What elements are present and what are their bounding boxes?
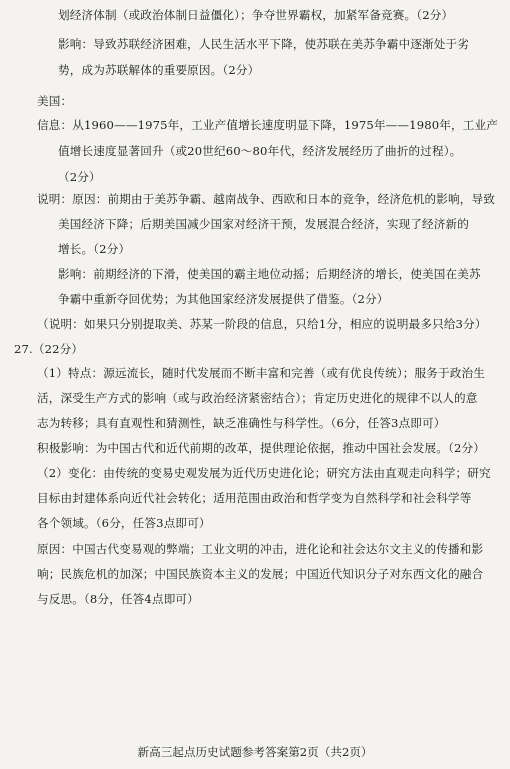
text-line: 积极影响：为中国古代和近代前期的改革，提供理论依据，推动中国社会发展。（2分） [37, 441, 485, 455]
text-line: 原因：中国古代变易观的弊端；工业文明的冲击，进化论和社会达尔文主义的传播和影 [37, 542, 484, 556]
text-line: 志为转移；具有直观性和猜测性，缺乏准确性与科学性。（6分，任答3点即可） [37, 416, 446, 430]
text-line: 各个领域。（6分，任答3点即可） [37, 516, 211, 530]
text-line: 值增长速度显著回升（或20世纪60～80年代，经济发展经历了曲折的过程）。 [58, 144, 462, 158]
text-line: （说明：如果只分别提取美、苏某一阶段的信息，只给1分，相应的说明最多只给3分） [37, 317, 487, 331]
text-line: 美国经济下降；后期美国减少国家对经济干预，发展混合经济，实现了经济新的 [58, 217, 470, 231]
text-line: 美国： [37, 94, 73, 108]
text-line: 划经济体制（或政治体制日益僵化）；争夺世界霸权，加紧军备竞赛。（2分） [58, 8, 454, 22]
text-line: （1）特点：源远流长，随时代发展而不断丰富和完善（或有优良传统）；服务于政治生 [37, 366, 485, 380]
page-footer: 新高三起点历史试题参考答案第2页（共2页） [137, 745, 373, 759]
text-line: 说明：原因：前期由于美苏争霸、越南战争、西欧和日本的竞争，经济危机的影响，导致 [37, 192, 496, 206]
text-line: 势，成为苏联解体的重要原因。（2分） [58, 63, 260, 77]
text-line: 信息：从1960——1975年，工业产值增长速度明显下降，1975年——1980年，工业产 [37, 118, 498, 132]
text-line: 与反思。（8分，任答4点即可） [37, 592, 199, 606]
text-line: 增长。（2分） [58, 242, 131, 256]
text-line: 目标由封建体系向近代社会转化；适用范围由政治和哲学变为自然科学和社会科学等 [37, 491, 472, 505]
text-line: 影响：前期经济的下滑，使美国的霸主地位动摇；后期经济的增长，使美国在美苏 [58, 267, 481, 281]
text-line: 活，深受生产方式的影响（或与政治经济紧密结合）；肯定历史进化的规律不以人的意 [37, 391, 478, 405]
question-number: 27.（22分） [14, 342, 84, 356]
text-line: （2）变化：由传统的变易史观发展为近代历史进化论；研究方法由直观走向科学；研究 [37, 466, 491, 480]
text-line: 影响：导致苏联经济困难，人民生活水平下降，使苏联在美苏争霸中逐渐处于劣 [58, 37, 470, 51]
text-line: 争霸中重新夺回优势；为其他国家经济发展提供了借鉴。（2分） [58, 292, 389, 306]
text-line: （2分） [58, 170, 101, 184]
text-line: 响；民族危机的加深；中国民族资本主义的发展；中国近代知识分子对东西文化的融合 [37, 567, 484, 581]
